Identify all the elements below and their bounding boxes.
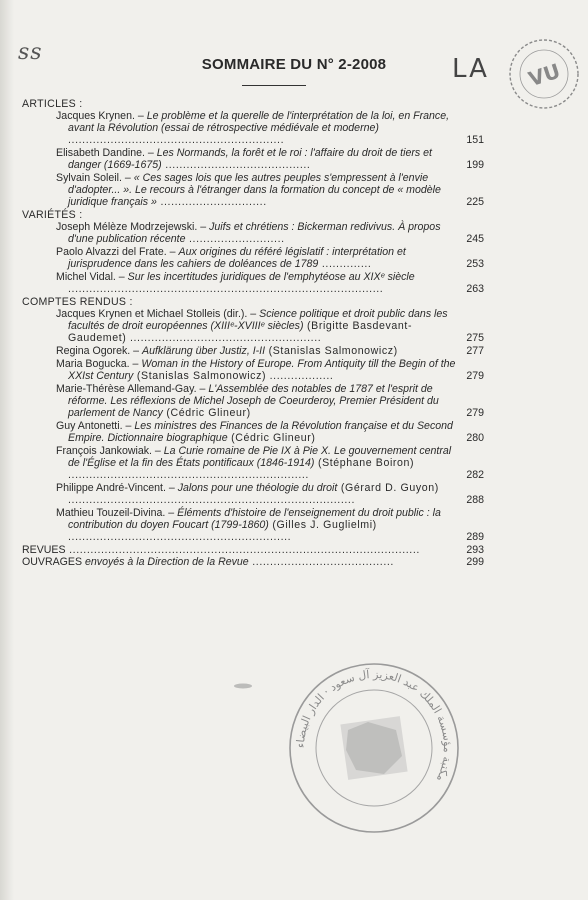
entry-author: Marie-Thérèse Allemand-Gay. – [56,383,206,395]
toc-entry [22,420,484,444]
entry-title: La Curie romaine de Pie IX à Pie X. Le gouvernement central de l'Église et la fin des États pontificaux (1846-1914) [68,445,452,469]
row-label: REVUES [22,544,66,556]
toc-entry [22,147,484,171]
entry-title: Les Normands, la forêt et le roi : l'affaire du droit de tiers et danger (1669-1675) [68,147,432,171]
section-comptes-rendus [22,296,484,543]
page-edge-shadow [0,0,14,900]
entry-author: Jacques Krynen. – [56,110,144,122]
toc-entry [22,482,484,506]
entry-page: 279 [466,370,484,382]
entry-leader: (Brigitte Basdevant-Gaudemet) ...................................................... [68,320,413,344]
vu-stamp-label: VU [525,58,564,92]
row-page: 293 [466,544,484,556]
entry-author: Elisabeth Dandine. – [56,147,154,159]
entry-page: 277 [466,345,484,357]
table-of-contents [22,97,484,568]
entry-author: Paolo Alvazzi del Frate. – [56,246,176,258]
entry-author: Sylvain Soleil. – [56,172,131,184]
entry-leader: (Gérard D. Guyon) ................................................................................. [68,482,439,506]
entry-leader: ............................................................. [68,134,285,146]
entry-title: Éléments d'histoire de l'enseignement du droit public : la contribution du doyen Foucart (1799-1860) [68,507,441,531]
entry-author: Philippe André-Vincent. – [56,482,175,494]
toc-entry [22,110,484,146]
entry-page: 245 [466,233,484,245]
row-label-italic: envoyés à la Direction de la Revue [82,556,249,568]
entry-page: 225 [466,196,484,208]
toc-entry [22,445,484,481]
entry-author: Joseph Mélèze Modrzejewski. – [56,221,207,233]
toc-entry [22,358,484,382]
seal-text: مكتبة مؤسسة الملك عبد العزيز آل سعود · الدار البيضاء [293,667,455,784]
row-page: 299 [466,556,484,568]
entry-title: L'Assemblée des notables de 1787 et l'esprit de réforme. Les réflexions de Michel Joseph de Coeurderoy, Premier Président du parlement de Nancy [68,383,439,419]
seal-center-emblem [340,716,407,780]
toc-entry [22,221,484,245]
entry-page: 151 [466,134,484,146]
entry-title: Jalons pour une théologie du droit [177,482,338,494]
entry-leader: (Stanislas Salmonowicz) [265,345,398,357]
section-heading: VARIÉTÉS : [22,209,83,221]
section-heading: COMPTES RENDUS : [22,296,133,308]
entry-leader: (Cédric Glineur) [162,407,251,419]
entry-leader: ......................................................................................... [68,283,384,295]
toc-entry [22,345,484,357]
vu-stamp [500,30,588,120]
entry-title: Aux origines du référé législatif : interprétation et jurisprudence dans les cahiers de doléances de 1789 [68,246,406,270]
entry-page: 289 [466,531,484,543]
toc-entry [22,271,484,295]
entry-leader: (Gilles J. Guglielmi) ............................................................... [68,519,377,543]
entry-leader: (Stéphane Boiron) .................................................................... [68,457,415,481]
entry-title: Le problème et la querelle de l'interprétation de la loi, en France, avant la Révolution (essai de rétrospective médiévale et moderne) [68,110,450,134]
toc-row-revues [22,544,484,556]
handwritten-initials: LA [452,54,489,84]
entry-title: Les ministres des Finances de la Révolution française et du Second Empire. Dictionnaire biographique [68,420,453,444]
row-label: OUVRAGES [22,556,83,568]
entry-page: 279 [466,407,484,419]
entry-leader: .............. [318,258,372,270]
entry-author: Jacques Krynen et Michael Stolleis (dir.). – [56,308,257,320]
section-heading: ARTICLES : [22,98,83,110]
title-underline [242,85,306,86]
page-title: SOMMAIRE DU N° 2-2008 [201,56,387,73]
entry-leader: (Cédric Glineur) [227,432,316,444]
entry-title: « Ces sages lois que les autres peuples s'empressent à l'envie d'adopter... ». Le recours à l'étranger dans la formation du concept de « modèle juridique français » [68,172,441,208]
entry-page: 253 [466,258,484,270]
entry-author: Michel Vidal. – [56,271,125,283]
toc-entry [22,308,484,344]
entry-author: Mathieu Touzeil-Divina. – [56,507,175,519]
library-seal [286,660,462,836]
entry-title: Science politique et droit public dans les facultés de droit européennes (XIIIᵉ-XVIIIᵉ siècles) [68,308,448,332]
entry-author: Guy Antonetti. – [56,420,132,432]
toc-entry [22,383,484,419]
entry-title: Woman in the History of Europe. From Antiquity till the Begin of the XXIst Century [68,358,456,382]
entry-author: François Jankowiak. – [56,445,161,457]
toc-entry [22,507,484,543]
entry-page: 199 [466,159,484,171]
entry-page: 280 [466,432,484,444]
entry-leader: ......................................... [161,159,311,171]
entry-title: Aufklärung über Justiz, I-II [142,345,266,357]
entry-title: Sur les incertitudes juridiques de l'emphytéose au XIXᵉ siècle [127,271,415,283]
entry-leader: (Stanislas Salmonowicz) .................. [133,370,334,382]
toc-entry [22,246,484,270]
row-leader: ................................................................................................... [65,544,420,556]
entry-author: Maria Bogucka. – [56,358,139,370]
entry-page: 263 [466,283,484,295]
entry-leader: ........................... [185,233,285,245]
section-articles [22,98,484,208]
entry-page: 288 [466,494,484,506]
entry-page: 275 [466,332,484,344]
ink-smudge [232,682,254,690]
toc-row-ouvrages [22,556,484,568]
entry-leader: .............................. [156,196,267,208]
entry-page: 282 [466,469,484,481]
row-leader: ........................................ [248,556,394,568]
entry-title: Juifs et chrétiens : Bickerman redivivus. À propos d'une publication récente [68,221,441,245]
section-varietes [22,209,484,295]
handwritten-mark: ss [18,40,43,65]
entry-author: Regina Ogorek. – [56,345,140,357]
toc-entry [22,172,484,208]
